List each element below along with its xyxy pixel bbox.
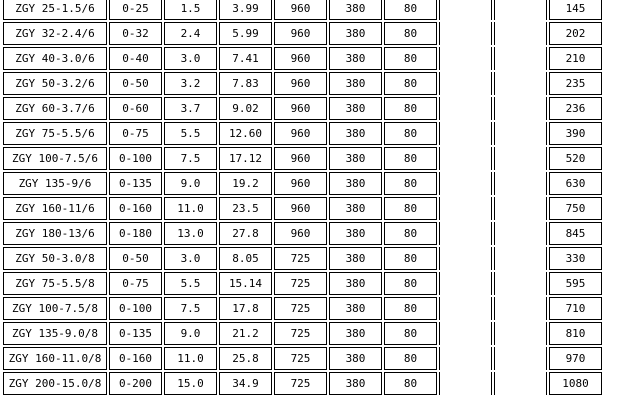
value-cell: 3.99 xyxy=(219,0,272,20)
blank-cell xyxy=(439,222,492,245)
table-row xyxy=(3,97,602,120)
range-cell: 0-75 xyxy=(109,272,162,295)
table-body xyxy=(3,0,602,395)
table-row xyxy=(3,297,602,320)
power-cell: 5.5 xyxy=(164,272,217,295)
table-row xyxy=(3,72,602,95)
blank-cell xyxy=(494,0,547,20)
height-cell: 80 xyxy=(384,122,437,145)
width-cell: 380 xyxy=(329,347,382,370)
blank-cell xyxy=(439,347,492,370)
table-row xyxy=(3,347,602,370)
spec-table xyxy=(1,0,604,397)
height-cell: 80 xyxy=(384,197,437,220)
value-cell: 7.41 xyxy=(219,47,272,70)
width-cell: 380 xyxy=(329,297,382,320)
weight-cell: 630 xyxy=(549,172,602,195)
range-cell: 0-200 xyxy=(109,372,162,395)
range-cell: 0-160 xyxy=(109,347,162,370)
blank-cell xyxy=(494,47,547,70)
blank-cell xyxy=(494,122,547,145)
range-cell: 0-160 xyxy=(109,197,162,220)
weight-cell: 210 xyxy=(549,47,602,70)
value-cell: 19.2 xyxy=(219,172,272,195)
blank-cell xyxy=(494,247,547,270)
height-cell: 80 xyxy=(384,372,437,395)
length-cell: 725 xyxy=(274,347,327,370)
blank-cell xyxy=(494,347,547,370)
range-cell: 0-180 xyxy=(109,222,162,245)
power-cell: 2.4 xyxy=(164,22,217,45)
blank-cell xyxy=(439,197,492,220)
power-cell: 3.0 xyxy=(164,247,217,270)
model-cell: ZGY 100-7.5/8 xyxy=(3,297,107,320)
height-cell: 80 xyxy=(384,247,437,270)
width-cell: 380 xyxy=(329,147,382,170)
value-cell: 21.2 xyxy=(219,322,272,345)
length-cell: 960 xyxy=(274,72,327,95)
range-cell: 0-50 xyxy=(109,72,162,95)
width-cell: 380 xyxy=(329,322,382,345)
model-cell: ZGY 40-3.0/6 xyxy=(3,47,107,70)
value-cell: 12.60 xyxy=(219,122,272,145)
value-cell: 34.9 xyxy=(219,372,272,395)
height-cell: 80 xyxy=(384,0,437,20)
weight-cell: 235 xyxy=(549,72,602,95)
model-cell: ZGY 50-3.2/6 xyxy=(3,72,107,95)
model-cell: ZGY 160-11.0/8 xyxy=(3,347,107,370)
range-cell: 0-40 xyxy=(109,47,162,70)
blank-cell xyxy=(439,322,492,345)
power-cell: 3.2 xyxy=(164,72,217,95)
range-cell: 0-60 xyxy=(109,97,162,120)
length-cell: 960 xyxy=(274,122,327,145)
height-cell: 80 xyxy=(384,47,437,70)
blank-cell xyxy=(494,372,547,395)
weight-cell: 595 xyxy=(549,272,602,295)
length-cell: 725 xyxy=(274,247,327,270)
blank-cell xyxy=(494,222,547,245)
table-row xyxy=(3,47,602,70)
model-cell: ZGY 50-3.0/8 xyxy=(3,247,107,270)
height-cell: 80 xyxy=(384,97,437,120)
length-cell: 725 xyxy=(274,372,327,395)
blank-cell xyxy=(439,97,492,120)
range-cell: 0-100 xyxy=(109,297,162,320)
weight-cell: 845 xyxy=(549,222,602,245)
blank-cell xyxy=(494,297,547,320)
blank-cell xyxy=(494,322,547,345)
power-cell: 7.5 xyxy=(164,147,217,170)
power-cell: 11.0 xyxy=(164,347,217,370)
width-cell: 380 xyxy=(329,0,382,20)
blank-cell xyxy=(439,247,492,270)
length-cell: 960 xyxy=(274,0,327,20)
weight-cell: 710 xyxy=(549,297,602,320)
value-cell: 25.8 xyxy=(219,347,272,370)
range-cell: 0-32 xyxy=(109,22,162,45)
model-cell: ZGY 75-5.5/6 xyxy=(3,122,107,145)
width-cell: 380 xyxy=(329,172,382,195)
height-cell: 80 xyxy=(384,147,437,170)
power-cell: 3.0 xyxy=(164,47,217,70)
height-cell: 80 xyxy=(384,22,437,45)
blank-cell xyxy=(439,272,492,295)
height-cell: 80 xyxy=(384,347,437,370)
model-cell: ZGY 200-15.0/8 xyxy=(3,372,107,395)
range-cell: 0-50 xyxy=(109,247,162,270)
height-cell: 80 xyxy=(384,272,437,295)
weight-cell: 1080 xyxy=(549,372,602,395)
blank-cell xyxy=(439,372,492,395)
range-cell: 0-135 xyxy=(109,172,162,195)
model-cell: ZGY 180-13/6 xyxy=(3,222,107,245)
model-cell: ZGY 160-11/6 xyxy=(3,197,107,220)
blank-cell xyxy=(439,72,492,95)
height-cell: 80 xyxy=(384,172,437,195)
table-row xyxy=(3,0,602,20)
width-cell: 380 xyxy=(329,372,382,395)
value-cell: 9.02 xyxy=(219,97,272,120)
value-cell: 7.83 xyxy=(219,72,272,95)
width-cell: 380 xyxy=(329,122,382,145)
length-cell: 725 xyxy=(274,322,327,345)
width-cell: 380 xyxy=(329,97,382,120)
width-cell: 380 xyxy=(329,247,382,270)
power-cell: 1.5 xyxy=(164,0,217,20)
range-cell: 0-135 xyxy=(109,322,162,345)
value-cell: 27.8 xyxy=(219,222,272,245)
weight-cell: 330 xyxy=(549,247,602,270)
length-cell: 960 xyxy=(274,172,327,195)
model-cell: ZGY 25-1.5/6 xyxy=(3,0,107,20)
table-row xyxy=(3,147,602,170)
range-cell: 0-25 xyxy=(109,0,162,20)
width-cell: 380 xyxy=(329,272,382,295)
blank-cell xyxy=(494,172,547,195)
length-cell: 960 xyxy=(274,147,327,170)
model-cell: ZGY 60-3.7/6 xyxy=(3,97,107,120)
power-cell: 5.5 xyxy=(164,122,217,145)
length-cell: 960 xyxy=(274,22,327,45)
power-cell: 15.0 xyxy=(164,372,217,395)
value-cell: 15.14 xyxy=(219,272,272,295)
height-cell: 80 xyxy=(384,72,437,95)
height-cell: 80 xyxy=(384,322,437,345)
weight-cell: 390 xyxy=(549,122,602,145)
blank-cell xyxy=(439,47,492,70)
width-cell: 380 xyxy=(329,22,382,45)
model-cell: ZGY 75-5.5/8 xyxy=(3,272,107,295)
value-cell: 17.8 xyxy=(219,297,272,320)
table-row xyxy=(3,22,602,45)
blank-cell xyxy=(439,297,492,320)
weight-cell: 202 xyxy=(549,22,602,45)
table-row xyxy=(3,322,602,345)
power-cell: 9.0 xyxy=(164,172,217,195)
model-cell: ZGY 32-2.4/6 xyxy=(3,22,107,45)
height-cell: 80 xyxy=(384,222,437,245)
weight-cell: 970 xyxy=(549,347,602,370)
weight-cell: 236 xyxy=(549,97,602,120)
model-cell: ZGY 100-7.5/6 xyxy=(3,147,107,170)
blank-cell xyxy=(494,72,547,95)
table-row xyxy=(3,372,602,395)
blank-cell xyxy=(439,147,492,170)
weight-cell: 810 xyxy=(549,322,602,345)
length-cell: 960 xyxy=(274,47,327,70)
blank-cell xyxy=(494,97,547,120)
blank-cell xyxy=(439,122,492,145)
model-cell: ZGY 135-9/6 xyxy=(3,172,107,195)
weight-cell: 145 xyxy=(549,0,602,20)
weight-cell: 750 xyxy=(549,197,602,220)
length-cell: 725 xyxy=(274,272,327,295)
power-cell: 11.0 xyxy=(164,197,217,220)
power-cell: 3.7 xyxy=(164,97,217,120)
blank-cell xyxy=(439,22,492,45)
table-row xyxy=(3,122,602,145)
value-cell: 17.12 xyxy=(219,147,272,170)
table-row xyxy=(3,172,602,195)
blank-cell xyxy=(494,22,547,45)
blank-cell xyxy=(439,0,492,20)
blank-cell xyxy=(494,272,547,295)
value-cell: 8.05 xyxy=(219,247,272,270)
blank-cell xyxy=(494,197,547,220)
model-cell: ZGY 135-9.0/8 xyxy=(3,322,107,345)
value-cell: 5.99 xyxy=(219,22,272,45)
width-cell: 380 xyxy=(329,222,382,245)
blank-cell xyxy=(439,172,492,195)
value-cell: 23.5 xyxy=(219,197,272,220)
range-cell: 0-100 xyxy=(109,147,162,170)
range-cell: 0-75 xyxy=(109,122,162,145)
power-cell: 7.5 xyxy=(164,297,217,320)
length-cell: 960 xyxy=(274,197,327,220)
width-cell: 380 xyxy=(329,72,382,95)
power-cell: 13.0 xyxy=(164,222,217,245)
table-row xyxy=(3,247,602,270)
blank-cell xyxy=(494,147,547,170)
length-cell: 725 xyxy=(274,297,327,320)
width-cell: 380 xyxy=(329,197,382,220)
table-row xyxy=(3,272,602,295)
table-row xyxy=(3,222,602,245)
weight-cell: 520 xyxy=(549,147,602,170)
length-cell: 960 xyxy=(274,97,327,120)
table-row xyxy=(3,197,602,220)
width-cell: 380 xyxy=(329,47,382,70)
height-cell: 80 xyxy=(384,297,437,320)
power-cell: 9.0 xyxy=(164,322,217,345)
length-cell: 960 xyxy=(274,222,327,245)
